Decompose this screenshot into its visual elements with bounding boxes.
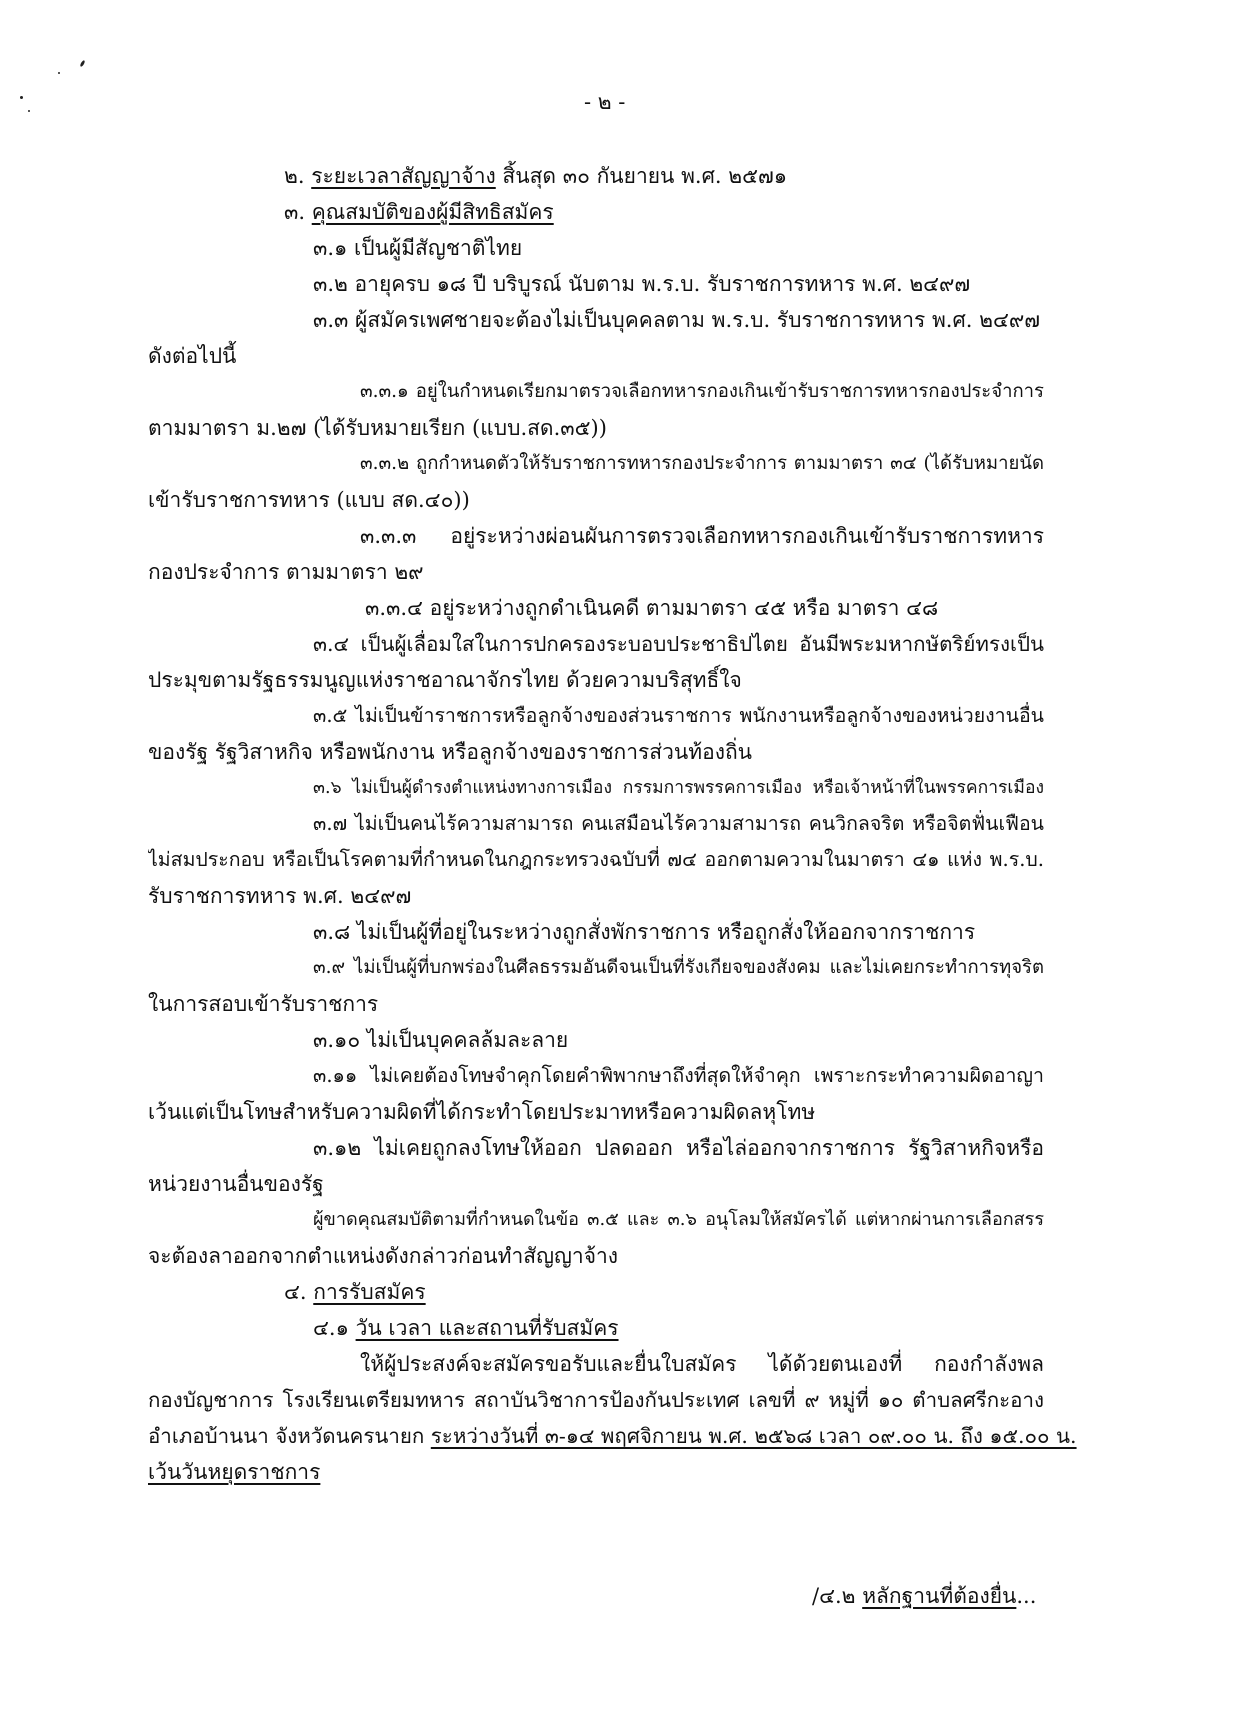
item-3-3-1: ๓.๓.๑ อยู่ในกำหนดเรียกมาตรวจเลือกทหารกองเกินเข้ารับราชการทหารกองประจำการ <box>360 381 1044 402</box>
section-4-title: การรับสมัคร <box>313 1280 426 1304</box>
footer-slash: / <box>812 1584 820 1608</box>
section-4-number: ๔. <box>284 1280 307 1304</box>
item-4-1-heading <box>313 1312 619 1344</box>
scan-speck <box>58 72 60 74</box>
item-3-3-3: ๓.๓.๓ อยู่ระหว่างผ่อนผันการตรวจเลือกทหารกองเกินเข้ารับราชการทหาร <box>360 524 1044 548</box>
qualification-note-cont: จะต้องลาออกจากตำแหน่งดังกล่าวก่อนทำสัญญาจ้าง <box>148 1244 619 1268</box>
footer-dots: ... <box>1016 1584 1037 1608</box>
item-3-9: ๓.๙ ไม่เป็นผู้ที่บกพร่องในศีลธรรมอันดีจนเป็นที่รังเกียจของสังคม และไม่เคยกระทำการทุจริต <box>313 957 1044 978</box>
item-3-7: ๓.๗ ไม่เป็นคนไร้ความสามารถ คนเสมือนไร้ความสามารถ คนวิกลจริต หรือจิตฟั่นเฟือน <box>313 812 1044 835</box>
item-3-3-3-cont: กองประจำการ ตามมาตรา ๒๙ <box>148 560 424 584</box>
section-3-title: คุณสมบัติของผู้มีสิทธิสมัคร <box>311 200 554 224</box>
application-paragraph: ให้ผู้ประสงค์จะสมัครขอรับและยื่นใบสมัคร ได้ด้วยตนเองที่ กองกำลังพล <box>360 1352 1044 1376</box>
item-3-4-cont: ประมุขตามรัฐธรรมนูญแห่งราชอาณาจักรไทย ด้วยความบริสุทธิ์ใจ <box>148 668 742 692</box>
qualification-note: ผู้ขาดคุณสมบัติตามที่กำหนดในข้อ ๓.๕ และ ๓.๖ อนุโลมให้สมัครได้ แต่หากผ่านการเลือกสรร <box>313 1209 1044 1230</box>
section-2-text: สิ้นสุด ๓๐ กันยายน พ.ศ. ๒๕๗๑ <box>495 164 788 188</box>
item-3-5-cont: ของรัฐ รัฐวิสาหกิจ หรือพนักงาน หรือลูกจ้างของราชการส่วนท้องถิ่น <box>148 740 753 764</box>
item-3-3-4: ๓.๓.๔ อยู่ระหว่างถูกดำเนินคดี ตามมาตรา ๔๕ หรือ มาตรา ๔๘ <box>365 596 939 620</box>
scan-speck <box>20 96 23 99</box>
item-3-7-cont-2: รับราชการทหาร พ.ศ. ๒๔๙๗ <box>148 884 412 908</box>
item-3-3-cont: ดังต่อไปนี้ <box>148 344 237 368</box>
scan-speck <box>28 110 30 112</box>
item-3-6: ๓.๖ ไม่เป็นผู้ดำรงตำแหน่งทางการเมือง กรรมการพรรคการเมือง หรือเจ้าหน้าที่ในพรรคการเมือง <box>313 778 1044 798</box>
item-3-3-2-cont: เข้ารับราชการทหาร (แบบ สด.๔๐)) <box>148 488 470 512</box>
item-3-8: ๓.๘ ไม่เป็นผู้ที่อยู่ในระหว่างถูกสั่งพักราชการ หรือถูกสั่งให้ออกจากราชการ <box>313 920 976 944</box>
item-3-2: ๓.๒ อายุครบ ๑๘ ปี บริบูรณ์ นับตาม พ.ร.บ. รับราชการทหาร พ.ศ. ๒๔๙๗ <box>313 272 971 296</box>
item-3-3-1-cont: ตามมาตรา ม.๒๗ (ได้รับหมายเรียก (แบบ.สด.๓๕)) <box>148 416 607 440</box>
item-3-1: ๓.๑ เป็นผู้มีสัญชาติไทย <box>313 236 523 260</box>
item-3-11: ๓.๑๑ ไม่เคยต้องโทษจำคุกโดยคำพิพากษาถึงที่สุดให้จำคุก เพราะกระทำความผิดอาญา <box>313 1064 1044 1087</box>
item-3-4: ๓.๔ เป็นผู้เลื่อมใสในการปกครองระบอบประชาธิปไตย อันมีพระมหากษัตริย์ทรงเป็น <box>313 632 1044 656</box>
page-number: - ๒ - <box>584 90 626 114</box>
item-3-9-cont: ในการสอบเข้ารับราชการ <box>148 992 379 1016</box>
section-4-heading <box>284 1276 426 1308</box>
section-3-heading <box>284 196 554 228</box>
item-4-1-number: ๔.๑ <box>313 1316 349 1340</box>
application-holiday-note: เว้นวันหยุดราชการ <box>148 1460 321 1484</box>
continuation-footer <box>812 1580 1036 1612</box>
item-3-11-cont: เว้นแต่เป็นโทษสำหรับความผิดที่ได้กระทำโดยประมาทหรือความผิดลหุโทษ <box>148 1100 816 1124</box>
footer-number: ๔.๒ <box>819 1584 856 1608</box>
item-3-3-2: ๓.๓.๒ ถูกกำหนดตัวให้รับราชการทหารกองประจำการ ตามมาตรา ๓๔ (ได้รับหมายนัด <box>360 453 1044 474</box>
item-3-10: ๓.๑๐ ไม่เป็นบุคคลล้มละลาย <box>313 1028 569 1052</box>
footer-next-topic: หลักฐานที่ต้องยื่น <box>862 1584 1017 1608</box>
section-3-number: ๓. <box>284 200 306 224</box>
item-4-1-title: วัน เวลา และสถานที่รับสมัคร <box>355 1316 619 1340</box>
section-2-heading <box>284 160 787 192</box>
application-location: อำเภอบ้านนา จังหวัดนครนายก <box>148 1424 431 1448</box>
item-3-12: ๓.๑๒ ไม่เคยถูกลงโทษให้ออก ปลดออก หรือไล่ออกจากราชการ รัฐวิสาหกิจหรือ <box>313 1136 1044 1160</box>
application-paragraph-cont-2 <box>148 1420 1077 1452</box>
application-paragraph-cont: กองบัญชาการ โรงเรียนเตรียมทหาร สถาบันวิชาการป้องกันประเทศ เลขที่ ๙ หมู่ที่ ๑๐ ตำบลศรีกะอาง <box>148 1388 1044 1412</box>
item-3-3: ๓.๓ ผู้สมัครเพศชายจะต้องไม่เป็นบุคคลตาม พ.ร.บ. รับราชการทหาร พ.ศ. ๒๔๙๗ <box>313 308 1041 332</box>
section-2-number: ๒. <box>284 164 305 188</box>
item-3-7-cont: ไม่สมประกอบ หรือเป็นโรคตามที่กำหนดในกฎกระทรวงฉบับที่ ๗๔ ออกตามความในมาตรา ๔๑ แห่ง พ.ร.บ. <box>148 848 1044 871</box>
application-period: ระหว่างวันที่ ๓-๑๔ พฤศจิกายน พ.ศ. ๒๕๖๘ เวลา ๐๙.๐๐ น. ถึง ๑๕.๐๐ น. <box>430 1424 1077 1448</box>
item-3-12-cont: หน่วยงานอื่นของรัฐ <box>148 1172 324 1196</box>
section-2-title: ระยะเวลาสัญญาจ้าง <box>311 164 496 188</box>
item-3-5: ๓.๕ ไม่เป็นข้าราชการหรือลูกจ้างของส่วนราชการ พนักงานหรือลูกจ้างของหน่วยงานอื่น <box>313 704 1044 727</box>
scan-speck <box>79 60 85 68</box>
